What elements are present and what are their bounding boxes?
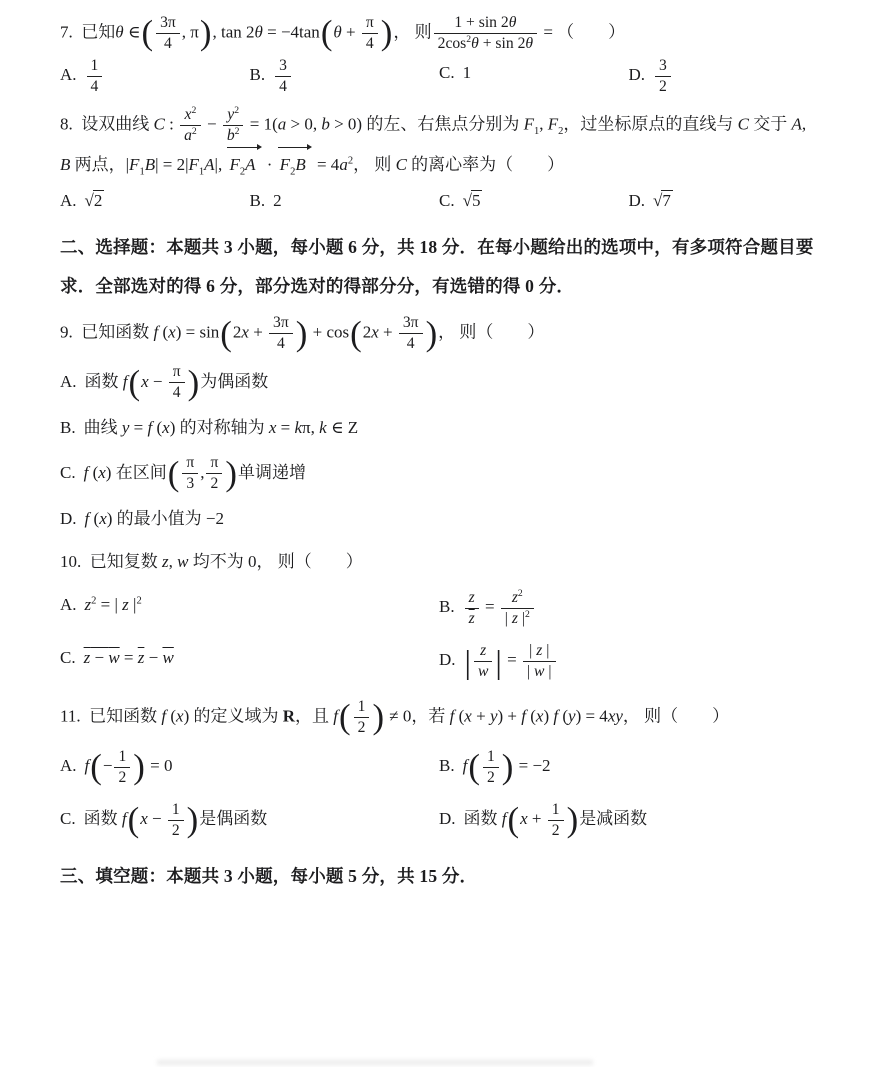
question-9-option-d bbox=[60, 503, 818, 535]
question-7-option-c bbox=[439, 57, 629, 96]
option-label: A. bbox=[60, 595, 77, 615]
option-formula: f (x) 在区间( $\frac{\pi}{3}$ , $\frac{\pi}{2}$ )单调递增 bbox=[83, 453, 306, 493]
question-8-option-d bbox=[629, 185, 819, 217]
scan-artifact bbox=[157, 1060, 593, 1065]
option-formula: $z - w = \overline{z} - \overline{w}$ bbox=[83, 648, 174, 668]
option-formula: $\frac{3}{4}$ bbox=[273, 65, 293, 84]
option-label: B. bbox=[439, 597, 455, 617]
option-formula: √7 bbox=[653, 191, 671, 211]
option-label: C. bbox=[439, 62, 455, 82]
option-formula: 2 bbox=[273, 191, 282, 211]
section-3-title: 三、填空题：本题共 3 小题，每小题 5 分，共 15 分． bbox=[60, 865, 478, 886]
question-9-option-b bbox=[60, 412, 818, 444]
option-formula: $z^2$ = | z $|^2$ bbox=[84, 595, 142, 615]
question-7 bbox=[60, 14, 818, 96]
question-11 bbox=[60, 698, 818, 847]
question-7-option-d bbox=[629, 57, 819, 96]
option-label: A. bbox=[60, 65, 77, 85]
option-label: B. bbox=[439, 756, 455, 776]
section-2-title: 二、选择题：本题共 3 小题，每小题 6 分，共 18 分．在每小题给出的选项中，有多项符合题目要求．全部选对的得 6 分，部分选对的得部分分，有选错的得 0 分． bbox=[60, 236, 814, 296]
question-11-option-d bbox=[439, 801, 818, 840]
option-formula: $\frac{1}{4}$ bbox=[85, 65, 105, 84]
option-label: B. bbox=[249, 191, 266, 211]
question-9-option-a bbox=[60, 363, 818, 402]
question-10-option-c bbox=[60, 642, 439, 681]
question-8-option-a bbox=[60, 185, 250, 217]
option-formula: √2 bbox=[84, 191, 103, 211]
option-label: D. bbox=[439, 809, 456, 829]
option-label: D. bbox=[439, 650, 456, 670]
question-9-option-c bbox=[60, 454, 818, 493]
option-formula: 1 bbox=[462, 62, 472, 82]
question-7-options bbox=[60, 57, 818, 96]
option-formula: $\frac{3}{2}$ bbox=[653, 65, 673, 84]
option-label: C. bbox=[439, 191, 455, 211]
option-label: C. bbox=[60, 462, 76, 482]
question-8-stem: 8. 设双曲线 C : $\frac{x^2}{a^2}$ − $\frac{y^2}{b^2}$ = 1(a > 0, b > 0) 的左、右焦点分别为 $F_1$, $F_2$，过坐标原点的直线与 C 交于 A, B 两点，$|F_1B| = 2|F_1A|$, $F_2A \cdot F_2B = 4a^2$， 则 C 的离心率为（ ） bbox=[60, 106, 818, 181]
question-10-options bbox=[60, 582, 818, 688]
option-label: D. bbox=[628, 65, 646, 85]
question-8-option-b bbox=[250, 185, 440, 217]
question-11-option-c bbox=[60, 801, 439, 840]
question-11-stem: 11. 已知函数 f (x) 的定义域为 R，且 f( $\frac{1}{2}$ ) ≠ 0，若 f (x + y) + f (x) f (y) = 4xy， 则（ ） bbox=[60, 697, 730, 737]
option-formula: | $\frac{z}{w}$ | = $\frac{| z |}{| w |}$ bbox=[464, 650, 558, 669]
option-formula: f (x) 的最小值为 −2 bbox=[84, 509, 224, 529]
option-formula: √5 bbox=[462, 191, 481, 211]
question-7-option-b bbox=[250, 57, 440, 96]
option-formula: f(− $\frac{1}{2}$ ) = 0 bbox=[84, 747, 173, 787]
option-label: A. bbox=[60, 191, 77, 211]
question-10-option-d bbox=[439, 642, 818, 681]
option-label: C. bbox=[60, 809, 76, 829]
question-10-option-b bbox=[439, 589, 818, 628]
question-10-option-a bbox=[60, 589, 439, 628]
option-label: C. bbox=[60, 648, 76, 668]
option-formula: f( $\frac{1}{2}$ ) = −2 bbox=[462, 747, 551, 787]
question-11-option-b bbox=[439, 748, 818, 787]
question-11-options bbox=[60, 741, 818, 847]
option-label: A. bbox=[60, 756, 77, 776]
question-10 bbox=[60, 546, 818, 688]
question-8-options bbox=[60, 185, 818, 217]
option-label: D. bbox=[60, 509, 77, 529]
question-10-stem: 10. 已知复数 z, w 均不为 0， 则（ ） bbox=[60, 551, 363, 571]
option-label: B. bbox=[60, 418, 76, 438]
option-formula: 函数 f(x + $\frac{1}{2}$ )是减函数 bbox=[463, 800, 648, 840]
question-7-stem: 7. 已知θ ∈( $\frac{3\pi}{4}$ , π), tan 2θ = −4tan(θ + $\frac{\pi}{4}$ )， 则 $\frac{1 + \sin 2\theta}{2\cos^2\theta + \sin 2\theta}$ = （ ） bbox=[60, 13, 626, 53]
option-formula: 函数 f(x − $\frac{1}{2}$ )是偶函数 bbox=[83, 800, 268, 840]
option-formula: 曲线 y = f (x) 的对称轴为 x = kπ, k ∈ Z bbox=[83, 418, 359, 438]
question-11-option-a bbox=[60, 748, 439, 787]
question-7-option-a bbox=[60, 57, 250, 96]
question-8-option-c bbox=[439, 185, 629, 217]
option-label: D. bbox=[628, 191, 646, 211]
question-9-stem: 9. 已知函数 f (x) = sin(2x + $\frac{3\pi}{4}$ ) + cos(2x + $\frac{3\pi}{4}$ )， 则（ ） bbox=[60, 313, 545, 353]
question-9-options bbox=[60, 363, 818, 536]
question-9 bbox=[60, 314, 818, 536]
option-label: B. bbox=[249, 65, 266, 85]
question-8 bbox=[60, 106, 818, 218]
option-formula: $\frac{z}{z}$ = $\frac{z^2}{| z |^2}$ bbox=[463, 597, 536, 616]
option-formula: 函数 f(x − $\frac{\pi}{4}$ )为偶函数 bbox=[84, 362, 269, 402]
option-label: A. bbox=[60, 371, 77, 391]
